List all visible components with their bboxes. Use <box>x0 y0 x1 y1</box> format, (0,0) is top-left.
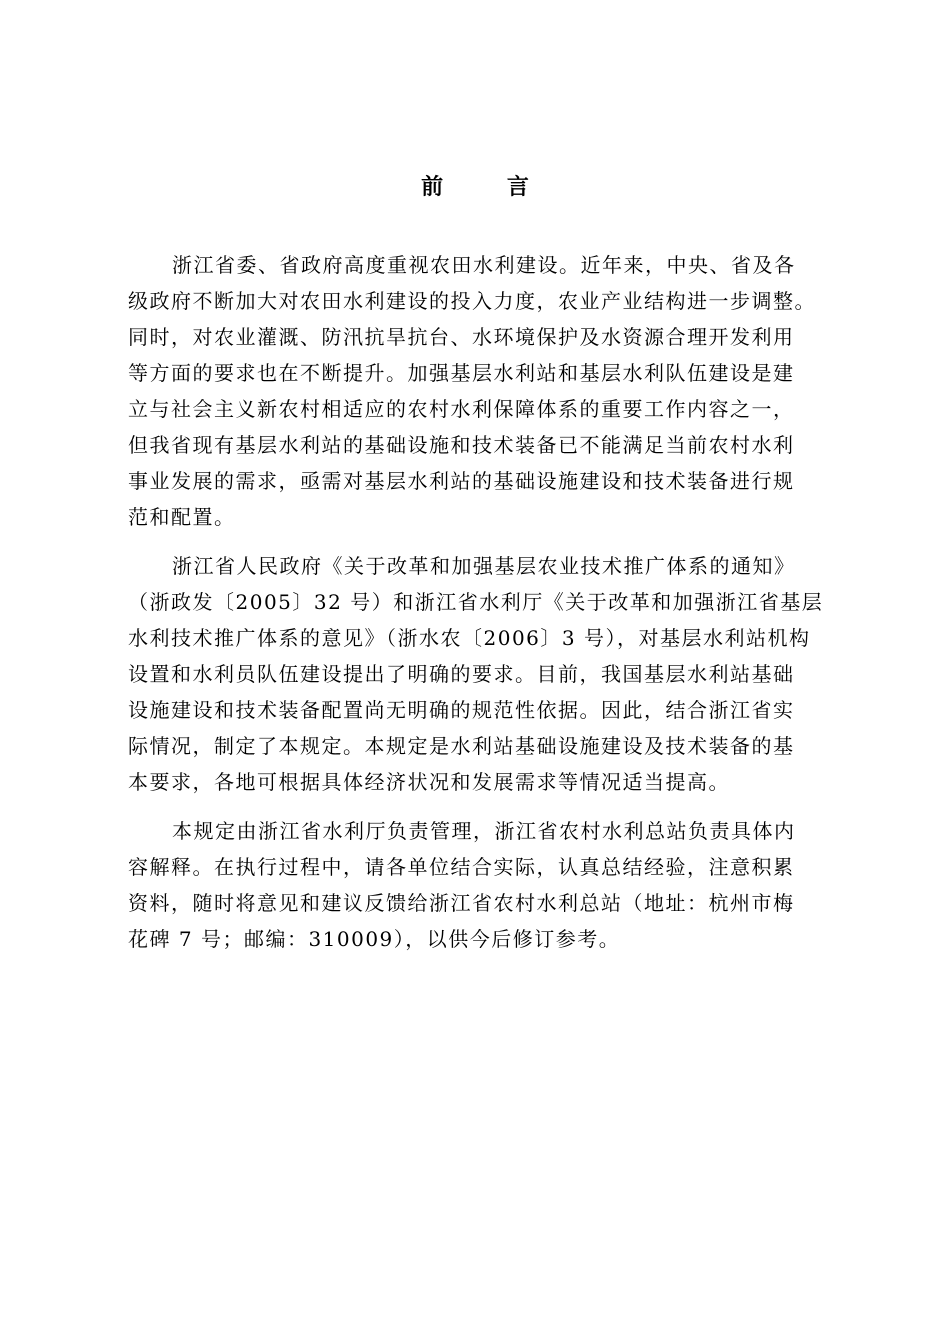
text-line: 范和配置。 <box>128 505 236 529</box>
text-line: 际情况，制定了本规定。本规定是水利站基础设施建设及技术装备的基 <box>128 734 795 758</box>
text-line: 设施建设和技术装备配置尚无明确的规范性依据。因此，结合浙江省实 <box>128 698 795 722</box>
text-line: （浙政发〔2005〕32 号）和浙江省水利厅《关于改革和加强浙江省基层 <box>128 590 824 614</box>
text-line: 本要求，各地可根据具体经济状况和发展需求等情况适当提高。 <box>128 770 730 794</box>
text-line: 同时，对农业灌溉、防汛抗旱抗台、水环境保护及水资源合理开发利用 <box>128 325 795 349</box>
page-title: 前 言 <box>421 174 557 200</box>
paragraph-1 <box>128 247 834 535</box>
text-line: 设置和水利员队伍建设提出了明确的要求。目前，我国基层水利站基础 <box>128 662 795 686</box>
text-line: 立与社会主义新农村相适应的农村水利保障体系的重要工作内容之一， <box>128 397 795 421</box>
text-line: 本规定由浙江省水利厅负责管理，浙江省农村水利总站负责具体内 <box>172 819 796 843</box>
text-line: 事业发展的需求，亟需对基层水利站的基础设施建设和技术装备进行规 <box>128 469 795 493</box>
text-line: 浙江省人民政府《关于改革和加强基层农业技术推广体系的通知》 <box>172 554 796 578</box>
text-line: 但我省现有基层水利站的基础设施和技术装备已不能满足当前农村水利 <box>128 433 795 457</box>
text-line: 资料，随时将意见和建议反馈给浙江省农村水利总站（地址：杭州市梅 <box>128 891 795 915</box>
text-line: 级政府不断加大对农田水利建设的投入力度，农业产业结构进一步调整。 <box>128 289 816 313</box>
text-line: 浙江省委、省政府高度重视农田水利建设。近年来，中央、省及各 <box>172 253 796 277</box>
document-body <box>128 247 834 957</box>
text-line: 花碑 7 号；邮编：310009），以供今后修订参考。 <box>128 927 621 951</box>
paragraph-3 <box>128 813 834 957</box>
text-line: 容解释。在执行过程中，请各单位结合实际，认真总结经验，注意积累 <box>128 855 795 879</box>
text-line: 水利技术推广体系的意见》（浙水农〔2006〕3 号），对基层水利站机构 <box>128 626 811 650</box>
paragraph-2 <box>128 548 834 800</box>
text-line: 等方面的要求也在不断提升。加强基层水利站和基层水利队伍建设是建 <box>128 361 795 385</box>
